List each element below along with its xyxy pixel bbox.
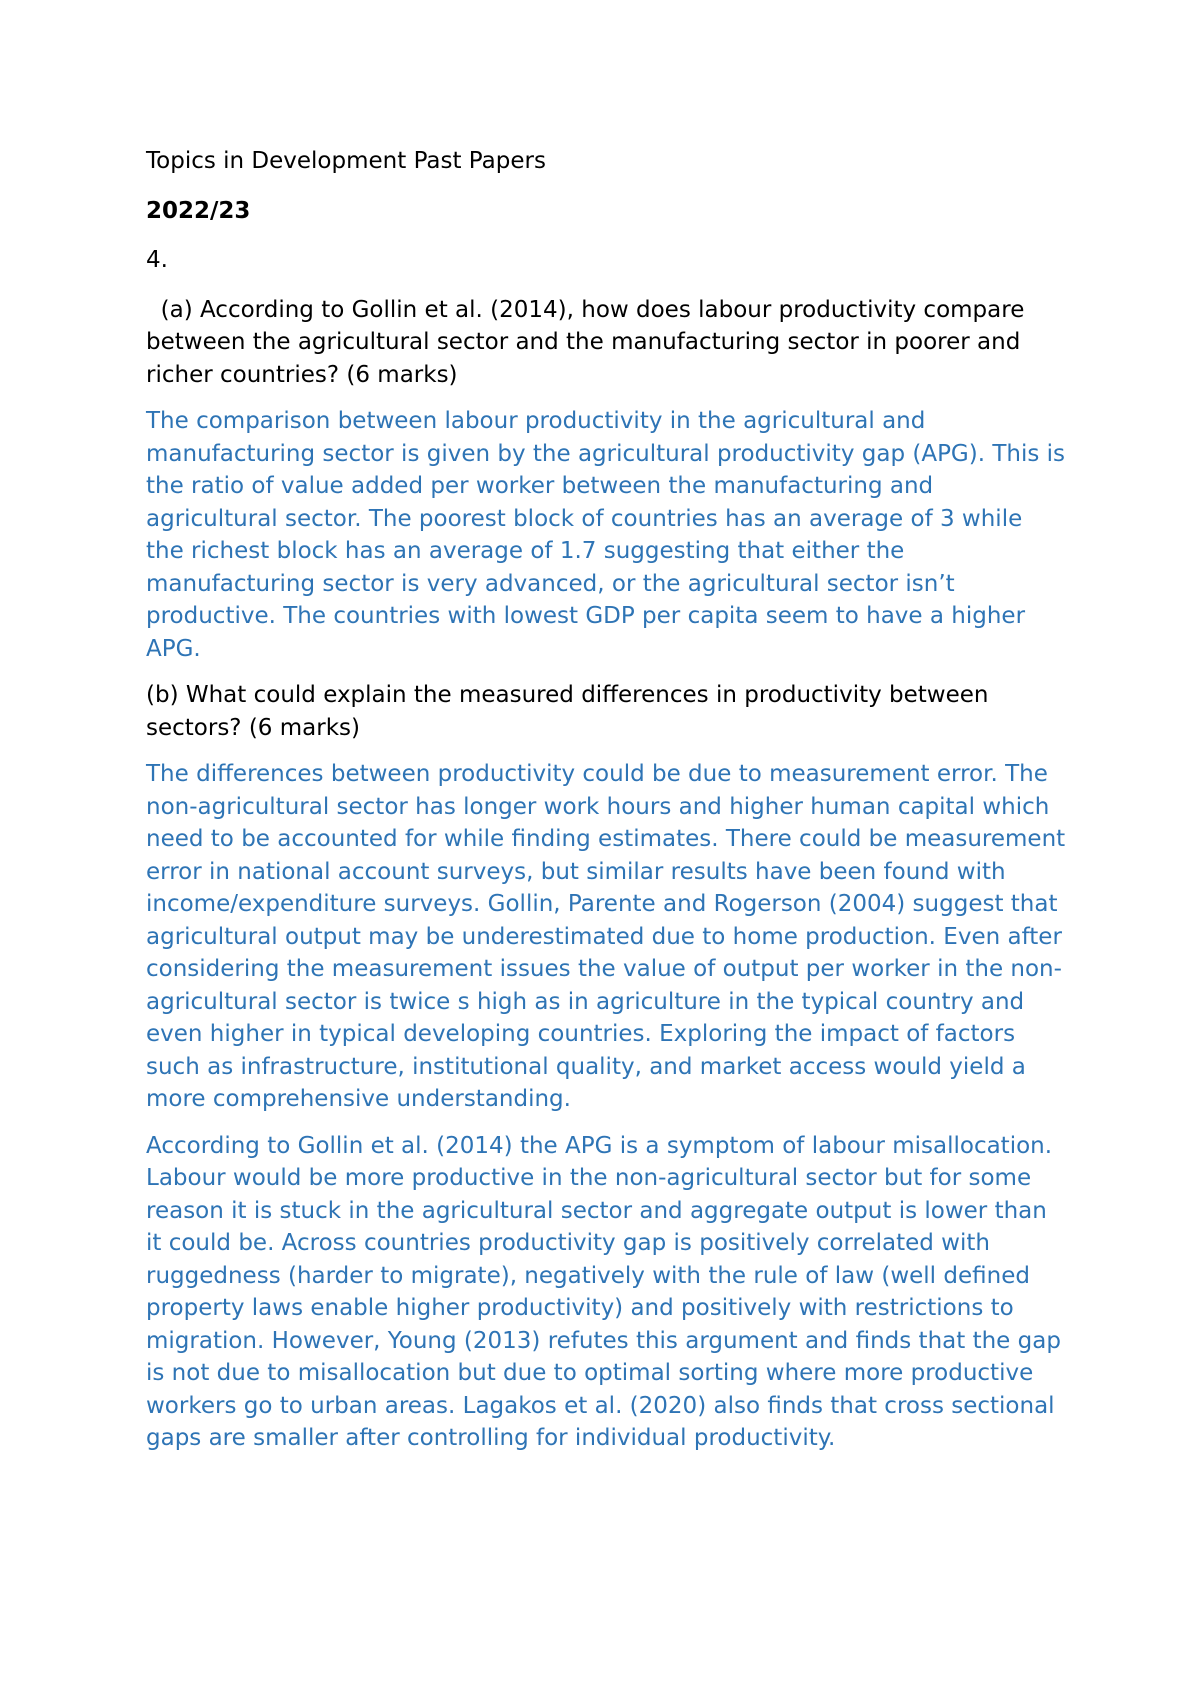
academic-year-heading: 2022/23	[146, 197, 251, 224]
answer-b-paragraph-2: According to Gollin et al. (2014) the APG is a symptom of labour misallocation. Labour would be more productive in the non-agricultural sector but for some reason it is stuck in the agricultural sector and aggregate output is lower than it could be. Across countries productivity gap is positively correlated with ruggedness (harder to migrate), negatively with the rule of law (well defined property laws enable higher productivity) and positively with restrictions to migration. However, Young (2013) refutes this argument and finds that the gap is not due to misallocation but due to optimal sorting where more productive workers go to urban areas. Lagakos et al. (2020) also finds that cross sectional gaps are smaller after controlling for individual productivity.	[146, 1132, 1061, 1451]
question-a: (a) According to Gollin et al. (2014), how does labour productivity compare between the agricultural sector and the manufacturing sector in poorer and richer countries? (6 marks)	[146, 296, 1032, 388]
document-title: Topics in Development Past Papers	[146, 148, 546, 174]
document-body	[146, 145, 1066, 1469]
answer-a: The comparison between labour productivity in the agricultural and manufacturing sector is given by the agricultural productivity gap (APG). This is the ratio of value added per worker between the manufacturing and agricultural sector. The poorest block of countries has an average of 3 while the richest block has an average of 1.7 suggesting that either the manufacturing sector is very advanced, or the agricultural sector isn’t productive. The countries with lowest GDP per capita seem to have a higher APG.	[146, 408, 1066, 662]
answer-b-paragraph-1: The differences between productivity could be due to measurement error. The non-agricultural sector has longer work hours and higher human capital which need to be accounted for while finding estimates. There could be measurement error in national account surveys, but similar results have been found with income/expenditure surveys. Gollin, Parente and Rogerson (2004) suggest that agricultural output may be underestimated due to home production. Even after considering the measurement issues the value of output per worker in the non-agricultural sector is twice s high as in agriculture in the typical country and even higher in typical developing countries. Exploring the impact of factors such as infrastructure, institutional quality, and market access would yield a more comprehensive understanding.	[146, 761, 1066, 1112]
question-number: 4.	[146, 247, 168, 273]
question-b: (b) What could explain the measured differences in productivity between sectors? (6 marks)	[146, 682, 989, 741]
